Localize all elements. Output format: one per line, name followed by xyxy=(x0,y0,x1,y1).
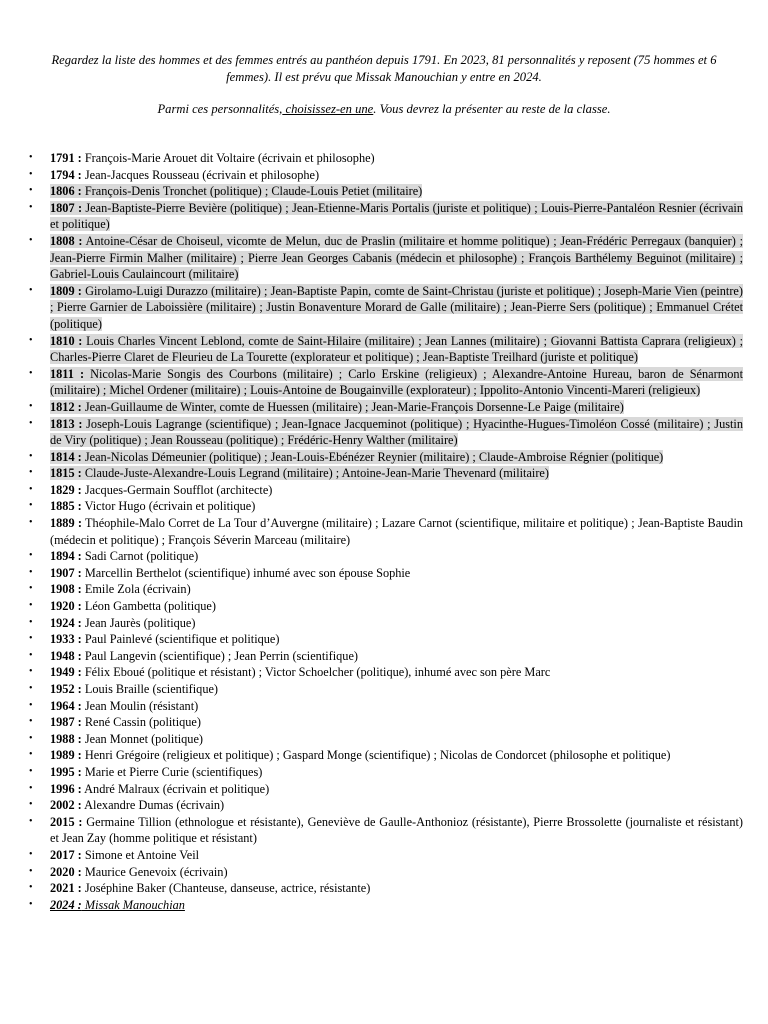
entry-names: René Cassin (politique) xyxy=(81,715,201,730)
bullet-icon: • xyxy=(29,649,33,661)
entry-names: Paul Painlevé (scientifique et politique) xyxy=(81,632,280,647)
entry-names: Henri Grégoire (religieux et politique) ; Gaspard Monge (scientifique) ; Nicolas de Condorcet (philosophe et politique) xyxy=(81,748,671,763)
entry-year: 1907 : xyxy=(50,565,82,580)
list-item xyxy=(28,681,743,698)
instructions xyxy=(50,52,718,133)
bullet-icon: • xyxy=(29,633,33,645)
list-item xyxy=(28,449,743,466)
bullet-icon: • xyxy=(29,765,33,777)
list-item-text xyxy=(50,748,670,762)
entry-year: 1815 : xyxy=(50,466,82,481)
instructions-line-2 xyxy=(50,101,718,118)
entry-names: Alexandre Dumas (écrivain) xyxy=(81,798,225,813)
entry-year: 1920 : xyxy=(50,599,82,614)
entry-names: Antoine-César de Choiseul, vicomte de Melun, duc de Praslin (militaire et homme politique) ; Jean-Frédéric Perregaux (banquier) ; Jean-Pierre Firmin Malher (militaire) ; Pierre Jean Georges Cabanis (médecin et philosophe) ; François Barthélemy Beguinot (militaire) ; Gabriel-Louis Caulaincourt (militaire) xyxy=(50,233,743,282)
entry-year: 1996 : xyxy=(50,781,82,796)
entry-year: 1989 : xyxy=(50,748,82,763)
entry-names: Jean-Nicolas Démeunier (politique) ; Jean-Louis-Ebénézer Reynier (militaire) ; Claude-Ambroise Régnier (politique) xyxy=(81,449,664,464)
list-item-text xyxy=(50,566,410,580)
list-item xyxy=(28,797,743,814)
list-item-text xyxy=(50,284,743,331)
entry-names: Nicolas-Marie Songis des Courbons (militaire) ; Carlo Erskine (religieux) ; Alexandre-Antoine Hureau, baron de Sénarmont (militaire) ; Michel Ordener (militaire) ; Louis-Antoine de Bougainville (explorateur) ; Ippolito-Antonio Vincenti-Mareri (religieux) xyxy=(50,366,743,398)
list-item-text xyxy=(50,599,216,613)
bullet-icon: • xyxy=(29,168,33,180)
list-item xyxy=(28,664,743,681)
entry-year: 2017 : xyxy=(50,847,82,862)
bullet-icon: • xyxy=(29,284,33,296)
bullet-icon: • xyxy=(29,583,33,595)
instructions-line-1: Regardez la liste des hommes et des femmes entrés au panthéon depuis 1791. En 2023, 81 personnalités y reposent (75 hommes et 6 femmes). Il est prévu que Missak Manouchian y entre en 2024. xyxy=(51,53,717,84)
list-item xyxy=(28,847,743,864)
list-item-text xyxy=(50,815,743,846)
list-item-text xyxy=(50,848,199,862)
entry-names: Victor Hugo (écrivain et politique) xyxy=(81,499,256,514)
list-item xyxy=(28,598,743,615)
list-item-text xyxy=(50,798,224,812)
entry-year: 1829 : xyxy=(50,482,82,497)
entry-names: Jean Moulin (résistant) xyxy=(81,698,199,713)
bullet-icon: • xyxy=(29,782,33,794)
list-item xyxy=(28,515,743,548)
bullet-icon: • xyxy=(29,666,33,678)
list-item xyxy=(28,615,743,632)
bullet-icon: • xyxy=(29,400,33,412)
list-item xyxy=(28,581,743,598)
bullet-icon: • xyxy=(29,367,33,379)
list-item xyxy=(28,698,743,715)
list-item xyxy=(28,648,743,665)
entry-year: 2024 : xyxy=(50,897,82,912)
list-item xyxy=(28,631,743,648)
entry-names: Simone et Antoine Veil xyxy=(81,847,200,862)
bullet-icon: • xyxy=(29,467,33,479)
entry-names: Louis Charles Vincent Leblond, comte de Saint-Hilaire (militaire) ; Jean Lannes (militaire) ; Giovanni Battista Caprara (religieux) ; Charles-Pierre Claret de Fleurieu de La Tourette (explorateur et politique) ; Jean-Baptiste Treilhard (juriste et politique) xyxy=(50,333,744,365)
bullet-icon: • xyxy=(29,683,33,694)
list-item-text xyxy=(50,782,269,796)
list-item-text xyxy=(50,732,203,746)
bullet-icon: • xyxy=(29,699,33,711)
list-item xyxy=(28,399,743,416)
entry-year: 1812 : xyxy=(50,399,82,414)
list-item-text xyxy=(50,201,743,232)
entry-names: André Malraux (écrivain et politique) xyxy=(81,781,270,796)
bullet-icon: • xyxy=(29,152,33,163)
list-item xyxy=(28,897,743,914)
entry-names: Jean Monnet (politique) xyxy=(81,731,203,746)
bullet-icon: • xyxy=(29,201,33,213)
instructions-line-2-underlined: choisissez-en une xyxy=(282,102,374,116)
list-item xyxy=(28,200,743,233)
entry-names: Jean-Jacques Rousseau (écrivain et philosophe) xyxy=(81,167,320,182)
pantheon-list xyxy=(28,150,743,913)
entry-year: 1811 : xyxy=(50,366,85,381)
bullet-icon: • xyxy=(29,882,33,894)
entry-names: Sadi Carnot (politique) xyxy=(81,549,199,564)
entry-year: 2015 : xyxy=(50,814,83,829)
list-item xyxy=(28,548,743,565)
entry-names: Emile Zola (écrivain) xyxy=(81,582,191,597)
entry-year: 1908 : xyxy=(50,582,82,597)
list-item xyxy=(28,731,743,748)
list-item xyxy=(28,416,743,449)
bullet-icon: • xyxy=(29,500,33,512)
bullet-icon: • xyxy=(29,517,33,529)
entry-names: François-Denis Tronchet (politique) ; Claude-Louis Petiet (militaire) xyxy=(81,184,423,199)
entry-year: 2020 : xyxy=(50,864,82,879)
entry-year: 1894 : xyxy=(50,549,82,564)
list-item xyxy=(28,233,743,283)
list-item-text xyxy=(50,184,422,198)
entry-names: Missak Manouchian xyxy=(81,897,185,912)
list-item-text xyxy=(50,367,743,398)
entry-names: Louis Braille (scientifique) xyxy=(81,682,219,696)
entry-names: Girolamo-Luigi Durazzo (militaire) ; Jean-Baptiste Papin, comte de Saint-Christau (juriste et politique) ; Joseph-Marie Vien (peintre) ; Pierre Garnier de Laboissière (militaire) ; Justin Bonaventure Morard de Galle (militaire) ; Jean-Pierre Sers (politique) ; Emmanuel Crétet (politique) xyxy=(50,283,743,331)
entry-year: 1987 : xyxy=(50,715,82,730)
entry-year: 1806 : xyxy=(50,184,82,199)
list-item-text xyxy=(50,499,255,513)
list-item xyxy=(28,764,743,781)
entry-year: 2021 : xyxy=(50,881,82,896)
entry-names: Jean Jaurès (politique) xyxy=(81,615,196,630)
entry-names: Marcellin Berthelot (scientifique) inhumé avec son épouse Sophie xyxy=(81,565,411,580)
list-item xyxy=(28,498,743,515)
list-item-text xyxy=(50,649,358,663)
bullet-icon: • xyxy=(29,234,33,246)
bullet-icon: • xyxy=(29,732,33,744)
list-item xyxy=(28,482,743,499)
entry-names: Marie et Pierre Curie (scientifiques) xyxy=(81,764,263,779)
list-item-text xyxy=(50,234,743,281)
bullet-icon: • xyxy=(29,566,33,578)
entry-year: 2002 : xyxy=(50,798,82,813)
list-item-text xyxy=(50,151,375,165)
list-item xyxy=(28,565,743,582)
entry-year: 1889 : xyxy=(50,516,82,531)
bullet-icon: • xyxy=(29,848,33,860)
list-item xyxy=(28,781,743,798)
list-item-text xyxy=(50,516,743,547)
entry-names: Théophile-Malo Corret de La Tour d’Auvergne (militaire) ; Lazare Carnot (scientifique, militaire et politique) ; Jean-Baptiste Baudin (médecin et politique) ; François Séverin Marceau (militaire) xyxy=(50,516,744,547)
list-item xyxy=(28,747,743,764)
list-item xyxy=(28,283,743,333)
bullet-icon: • xyxy=(29,616,33,628)
list-item xyxy=(28,880,743,897)
entry-year: 1933 : xyxy=(50,632,82,647)
entry-names: Jean-Guillaume de Winter, comte de Huessen (militaire) ; Jean-Marie-François Dorsenne-Le Paige (militaire) xyxy=(81,399,624,414)
list-item-text xyxy=(50,865,228,879)
entry-year: 1924 : xyxy=(50,615,82,630)
bullet-icon: • xyxy=(29,749,33,761)
list-item-text xyxy=(50,699,198,713)
entry-year: 1988 : xyxy=(50,731,82,746)
entry-names: François-Marie Arouet dit Voltaire (écrivain et philosophe) xyxy=(81,151,375,165)
list-item-text xyxy=(50,715,201,729)
list-item-text xyxy=(50,168,319,182)
bullet-icon: • xyxy=(29,898,33,910)
entry-year: 1807 : xyxy=(50,200,83,215)
list-item xyxy=(28,183,743,200)
bullet-icon: • xyxy=(29,185,33,197)
entry-names: Germaine Tillion (ethnologue et résistante), Geneviève de Gaulle-Anthonioz (résistante), Pierre Brossolette (journaliste et résistant) et Jean Zay (homme politique et résistant) xyxy=(50,814,744,846)
list-item-text xyxy=(50,466,549,480)
entry-names: Jean-Baptiste-Pierre Bevière (politique) ; Jean-Etienne-Maris Portalis (juriste et politique) ; Louis-Pierre-Pantaléon Resnier (écrivain et politique) xyxy=(50,200,743,232)
entry-year: 1810 : xyxy=(50,333,83,348)
list-item xyxy=(28,366,743,399)
entry-names: Félix Eboué (politique et résistant) ; Victor Schoelcher (politique), inhumé avec son père Marc xyxy=(81,665,551,680)
list-item-text xyxy=(50,334,743,365)
entry-year: 1813 : xyxy=(50,416,83,431)
list-item-text xyxy=(50,898,185,912)
bullet-icon: • xyxy=(29,865,33,877)
bullet-icon: • xyxy=(29,450,33,462)
list-item-text xyxy=(50,450,663,464)
entry-year: 1952 : xyxy=(50,682,82,696)
entry-year: 1948 : xyxy=(50,648,82,663)
entry-year: 1885 : xyxy=(50,499,82,514)
instructions-line-2-pre: Parmi ces personnalités, xyxy=(157,102,283,116)
bullet-icon: • xyxy=(29,815,33,827)
list-item xyxy=(28,167,743,184)
bullet-icon: • xyxy=(29,600,33,612)
entry-names: Maurice Genevoix (écrivain) xyxy=(81,864,228,879)
list-item-text xyxy=(50,665,550,679)
entry-year: 1794 : xyxy=(50,167,82,182)
list-item-text xyxy=(50,400,624,414)
bullet-icon: • xyxy=(29,716,33,728)
entry-names: Joséphine Baker (Chanteuse, danseuse, actrice, résistante) xyxy=(81,881,371,896)
bullet-icon: • xyxy=(29,417,33,429)
entry-year: 1995 : xyxy=(50,764,82,779)
list-item-text xyxy=(50,765,262,779)
list-item-text xyxy=(50,483,272,497)
entry-names: Joseph-Louis Lagrange (scientifique) ; Jean-Ignace Jacqueminot (politique) ; Hyacinthe-Hugues-Timoléon Cossé (militaire) ; Justin de Viry (politique) ; Jean Rousseau (politique) ; Frédéric-Henry Walther (militaire) xyxy=(50,416,743,448)
list-item xyxy=(28,465,743,482)
list-item-text xyxy=(50,549,198,563)
bullet-icon: • xyxy=(29,483,33,495)
instructions-line-2-post: . Vous devrez la présenter au reste de la classe. xyxy=(373,102,611,116)
list-item-text xyxy=(50,682,218,696)
list-item-text xyxy=(50,881,370,895)
entry-year: 1809 : xyxy=(50,283,82,298)
entry-year: 1808 : xyxy=(50,233,83,248)
entry-names: Claude-Juste-Alexandre-Louis Legrand (militaire) ; Antoine-Jean-Marie Thevenard (militaire) xyxy=(81,466,549,481)
entry-year: 1791 : xyxy=(50,151,82,165)
bullet-icon: • xyxy=(29,334,33,346)
list-item-text xyxy=(50,632,280,646)
entry-names: Léon Gambetta (politique) xyxy=(81,599,216,614)
list-item-text xyxy=(50,616,195,630)
list-item xyxy=(28,714,743,731)
entry-year: 1949 : xyxy=(50,665,82,680)
list-item xyxy=(28,864,743,881)
list-item-text xyxy=(50,582,191,596)
list-item xyxy=(28,333,743,366)
entry-year: 1964 : xyxy=(50,698,82,713)
bullet-icon: • xyxy=(29,550,33,562)
entry-year: 1814 : xyxy=(50,449,82,464)
list-item-text xyxy=(50,417,743,448)
entry-names: Jacques-Germain Soufflot (architecte) xyxy=(81,482,273,497)
list-item xyxy=(28,814,743,847)
bullet-icon: • xyxy=(29,799,33,811)
list-item xyxy=(28,150,743,167)
entry-names: Paul Langevin (scientifique) ; Jean Perrin (scientifique) xyxy=(81,648,359,663)
